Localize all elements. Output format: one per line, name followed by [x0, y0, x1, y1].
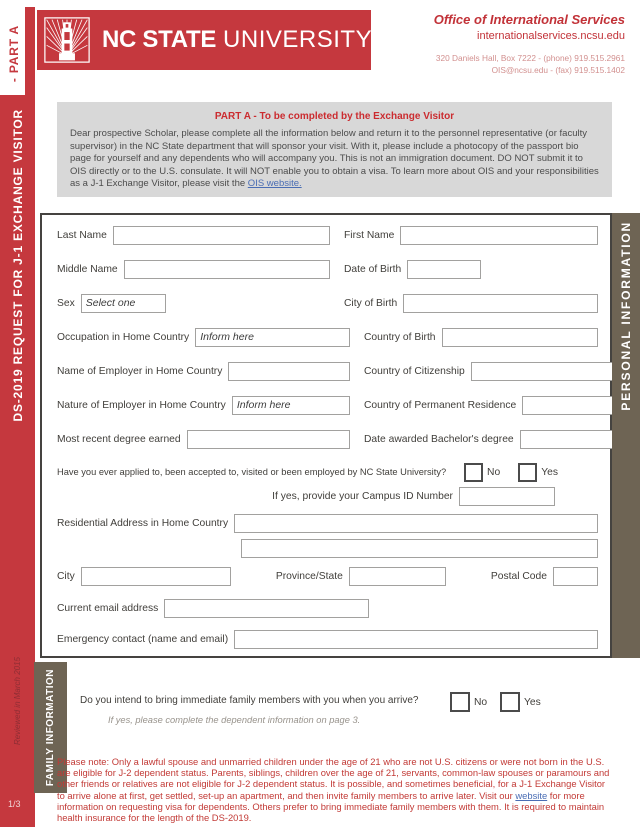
residential-address-label: Residential Address in Home Country: [57, 517, 229, 529]
last-name-input[interactable]: [113, 226, 330, 245]
middle-name-label: Middle Name: [57, 263, 118, 275]
campus-id-input[interactable]: [459, 487, 555, 506]
recent-degree-label: Most recent degree earned: [57, 433, 181, 445]
city-of-birth-input[interactable]: [403, 294, 598, 313]
family-yes-checkbox[interactable]: [500, 692, 520, 712]
ois-website-link[interactable]: OIS website.: [247, 178, 302, 189]
form-row: [57, 429, 598, 449]
email-row: [57, 598, 598, 618]
sex-select[interactable]: [81, 294, 166, 313]
employer-nature-label: Nature of Employer in Home Country: [57, 399, 226, 411]
sidebar-reviewed-text: Reviewed in March 2015: [13, 656, 22, 746]
dependents-website-link[interactable]: website: [515, 789, 548, 801]
residential-address-row: [57, 513, 598, 533]
citizenship-input[interactable]: [471, 362, 616, 381]
page-indicator: 1/3: [8, 799, 21, 809]
residential-address-input-line2[interactable]: [241, 539, 598, 558]
employer-name-label: Name of Employer in Home Country: [57, 365, 223, 377]
citizenship-label: Country of Citizenship: [364, 365, 465, 377]
city-province-postal-row: [57, 566, 598, 586]
first-name-label: First Name: [344, 229, 395, 241]
ncsu-yes-label: Yes: [541, 466, 558, 478]
office-name: Office of International Services: [433, 12, 625, 27]
occupation-input[interactable]: [195, 328, 350, 347]
family-question-label: Do you intend to bring immediate family members with you when you arrive?: [80, 695, 419, 706]
family-no-label: No: [474, 696, 488, 708]
date-of-birth-input[interactable]: [407, 260, 481, 279]
part-a-body-text: Dear prospective Scholar, please complete all the information below and return it to the personnel representative (or faculty supervisor) in the NC State department that will sponsor your visit. With it, please include a photocopy of the passport bio page for yourself and any dependents who will accompany you. This is not an immigration document. DO NOT submit it to OIS directly or to the U.S. consulate. It will NOT enable you to obtain a visa. To learn more about OIS and your responsibilities as a J-1 Exchange Visitor, please visit the: [70, 128, 599, 189]
form-row: [57, 259, 598, 279]
family-information-section-label: FAMILY INFORMATION: [45, 668, 56, 787]
ncsu-no-checkbox[interactable]: [464, 463, 483, 482]
ncsu-yes-checkbox[interactable]: [518, 463, 537, 482]
ois-address-line: 320 Daniels Hall, Box 7222 - (phone) 919.515.2961: [435, 53, 625, 63]
country-of-birth-label: Country of Birth: [364, 331, 436, 343]
form-row: [57, 361, 598, 381]
country-of-birth-input[interactable]: [442, 328, 598, 347]
part-a-instruction-box: [57, 102, 612, 197]
province-state-label: Province/State: [275, 570, 343, 582]
family-note-before: Please note: Only a lawful spouse and unmarried children under the age of 21 who are not U.S. citizens or were not born in the U.S. are eligible for J-2 dependent status. Parents, siblings, children over the age of 21, servants, common-law spouses or paramours and other friends or relatives are not eligible for J-2 dependent status. It is possible, and sometimes beneficial, for a J-1 Exchange Visitor to arrive alone at first, get settled, set-up an apartment, and then invite family members to arrive later. Visit our: [57, 756, 610, 801]
city-label: City: [57, 570, 75, 582]
part-a-title: PART A - To be completed by the Exchange Visitor: [214, 111, 455, 122]
postal-code-input[interactable]: [553, 567, 598, 586]
sex-label: Sex: [57, 297, 75, 309]
permanent-residence-label: Country of Permanent Residence: [364, 399, 517, 411]
logo-university: UNIVERSITY: [223, 26, 373, 53]
sidebar-title: [0, 98, 35, 433]
ncsu-question-row: [57, 462, 598, 482]
personal-information-section-bar: [612, 213, 640, 658]
email-label: Current email address: [57, 602, 159, 614]
family-no-group: [450, 692, 487, 712]
middle-name-input[interactable]: [124, 260, 330, 279]
first-name-input[interactable]: [400, 226, 598, 245]
ncstate-logo: [37, 10, 371, 70]
emergency-contact-row: [57, 629, 598, 649]
sidebar-reviewed-note: [0, 636, 35, 766]
last-name-label: Last Name: [57, 229, 107, 241]
postal-code-label: Postal Code: [490, 570, 547, 582]
employer-name-input[interactable]: [228, 362, 350, 381]
ois-email-fax-line: OIS@ncsu.edu - (fax) 919.515.1402: [491, 65, 625, 75]
ncsu-no-label: No: [487, 466, 501, 478]
logo-wordmark: [102, 26, 372, 54]
ois-website-url: internationalservices.ncsu.edu: [477, 30, 625, 42]
date-of-birth-label: Date of Birth: [344, 263, 402, 275]
sidebar-title-part-a: [0, 12, 27, 96]
family-yes-label: Yes: [524, 696, 541, 708]
emergency-contact-input[interactable]: [234, 630, 598, 649]
belltower-icon: [44, 17, 90, 63]
province-state-input[interactable]: [349, 567, 446, 586]
part-a-instructions: [70, 128, 599, 191]
occupation-label: Occupation in Home Country: [57, 331, 190, 343]
form-row: [57, 395, 598, 415]
family-yes-group: [500, 692, 541, 712]
employer-nature-input[interactable]: [232, 396, 350, 415]
recent-degree-input[interactable]: [187, 430, 350, 449]
city-input[interactable]: [81, 567, 231, 586]
ncsu-question-label: Have you ever applied to, been accepted to, visited or been employed by NC State University?: [57, 467, 447, 477]
form-row: [57, 327, 598, 347]
logo-nc-state: NC STATE: [102, 26, 217, 53]
ois-contact-block: [434, 12, 625, 75]
family-note: [57, 756, 610, 823]
family-if-yes-note: If yes, please complete the dependent information on page 3.: [108, 715, 361, 725]
sidebar-title-text: DS-2019 REQUEST FOR J-1 EXCHANGE VISITOR: [10, 109, 25, 422]
family-note-after: for more information on requesting visa for dependents. Others prefer to bring immediate family members with them. It is required to maintain health insurance for the length of the DS-2019.: [57, 789, 605, 824]
city-of-birth-label: City of Birth: [344, 297, 398, 309]
residential-address-input-line1[interactable]: [234, 514, 598, 533]
form-row: [57, 293, 598, 313]
campus-id-label: If yes, provide your Campus ID Number: [272, 490, 453, 502]
emergency-contact-label: Emergency contact (name and email): [57, 633, 229, 645]
email-input[interactable]: [164, 599, 369, 618]
sidebar-title-part-a-text: - PART A: [6, 25, 21, 83]
form-row: [57, 225, 598, 245]
residential-address-row2: [241, 538, 598, 558]
personal-information-form: [40, 213, 612, 658]
personal-information-section-label: PERSONAL INFORMATION: [619, 221, 633, 411]
campus-id-row: [57, 486, 598, 506]
family-no-checkbox[interactable]: [450, 692, 470, 712]
bachelor-degree-date-label: Date awarded Bachelor's degree: [364, 433, 514, 445]
